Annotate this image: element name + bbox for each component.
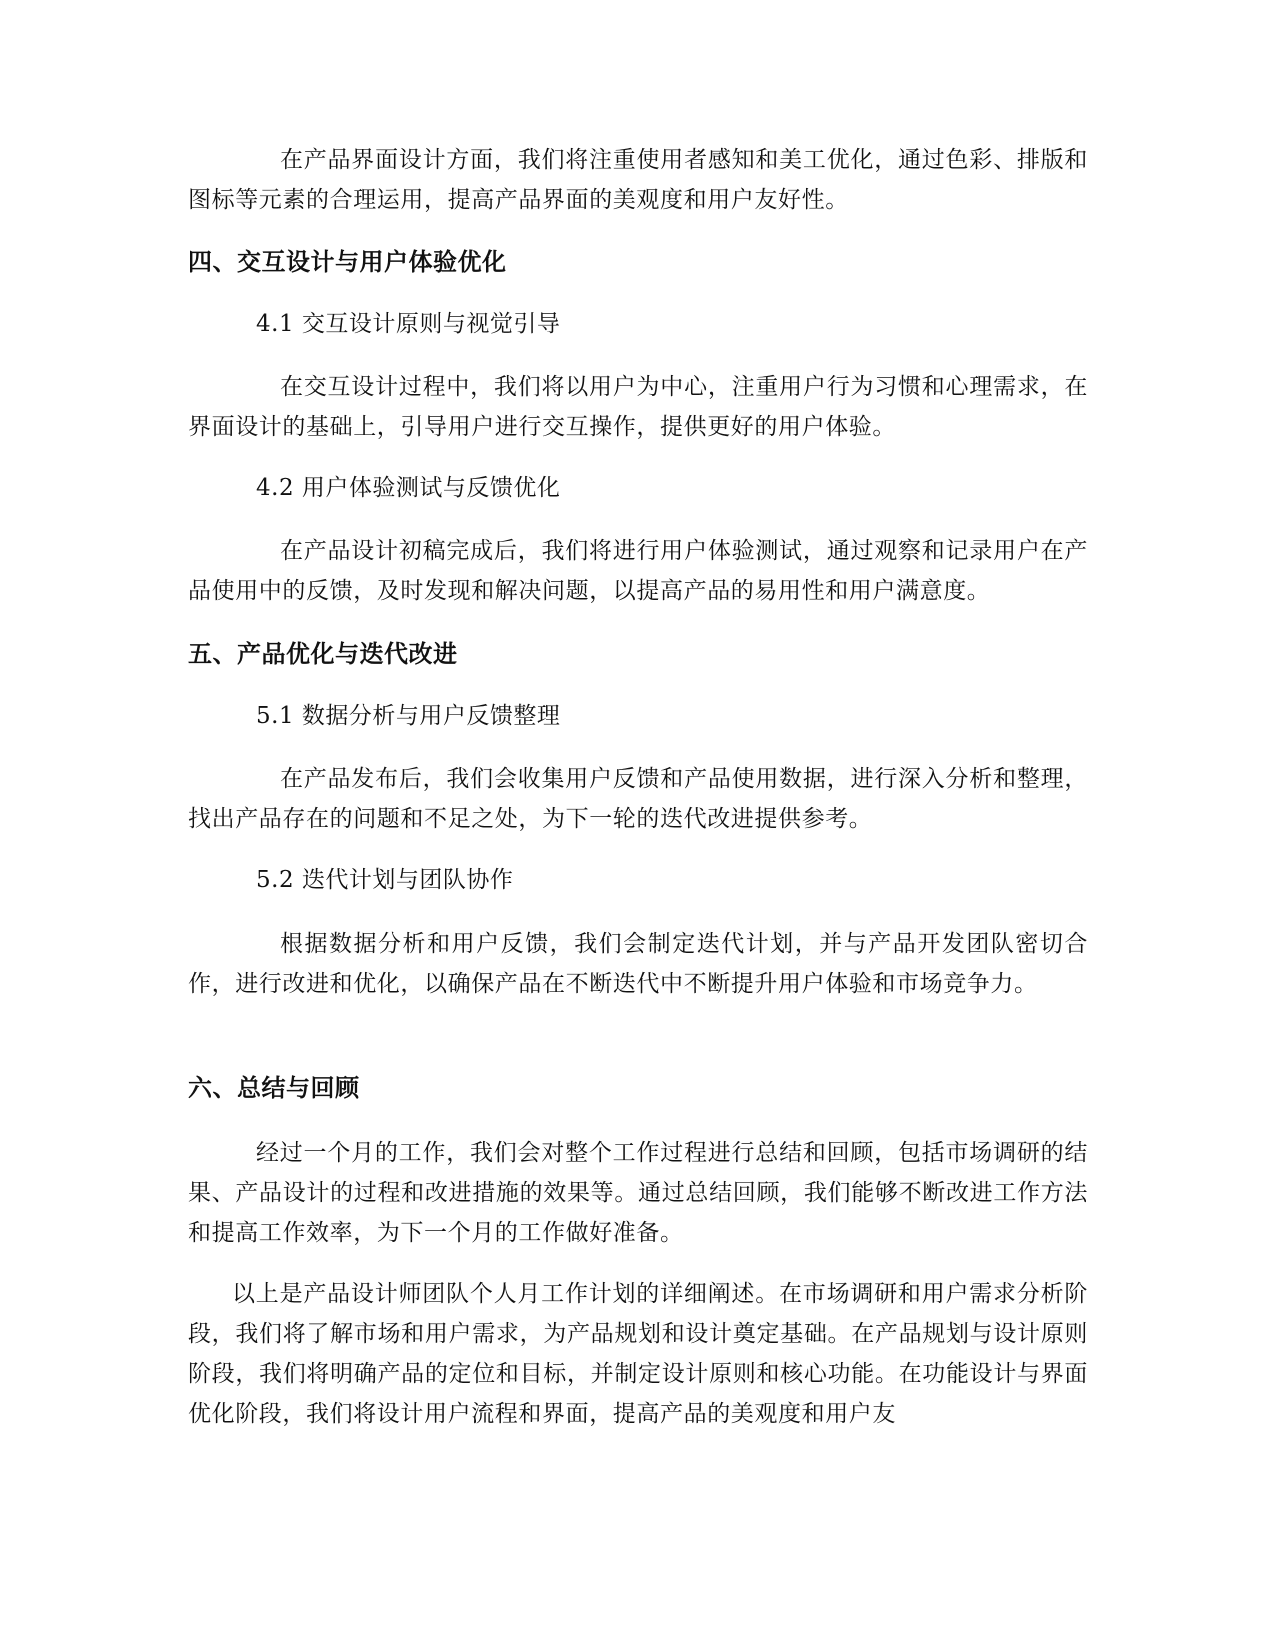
section-heading-6: 六、总结与回顾	[188, 1074, 360, 1102]
subsection-heading-5-2: 5.2 迭代计划与团队协作	[256, 867, 514, 893]
subsection-heading-5-1: 5.1 数据分析与用户反馈整理	[256, 703, 561, 729]
paragraph-5-2: 根据数据分析和用户反馈，我们会制定迭代计划，并与产品开发团队密切合作，进行改进和优化，以确保产品在不断迭代中不断提升用户体验和市场竞争力。	[188, 931, 1088, 997]
paragraph-5-1: 在产品发布后，我们会收集用户反馈和产品使用数据，进行深入分析和整理，找出产品存在的问题和不足之处，为下一轮的迭代改进提供参考。	[188, 766, 1088, 832]
subsection-heading-4-2: 4.2 用户体验测试与反馈优化	[256, 475, 561, 501]
paragraph-4-2: 在产品设计初稿完成后，我们将进行用户体验测试，通过观察和记录用户在产品使用中的反馈，及时发现和解决问题，以提高产品的易用性和用户满意度。	[188, 538, 1088, 604]
section-heading-5: 五、产品优化与迭代改进	[188, 640, 458, 668]
subsection-heading-4-1: 4.1 交互设计原则与视觉引导	[256, 311, 561, 337]
paragraph-interface-design: 在产品界面设计方面，我们将注重使用者感知和美工优化，通过色彩、排版和图标等元素的合理运用，提高产品界面的美观度和用户友好性。	[188, 147, 1088, 213]
paragraph-closing-summary: 以上是产品设计师团队个人月工作计划的详细阐述。在市场调研和用户需求分析阶段，我们将了解市场和用户需求，为产品规划和设计奠定基础。在产品规划与设计原则阶段，我们将明确产品的定位和目标，并制定设计原则和核心功能。在功能设计与界面优化阶段，我们将设计用户流程和界面，提高产品的美观度和用户友	[188, 1281, 1088, 1427]
section-heading-4: 四、交互设计与用户体验优化	[188, 248, 507, 276]
paragraph-4-1: 在交互设计过程中，我们将以用户为中心，注重用户行为习惯和心理需求，在界面设计的基础上，引导用户进行交互操作，提供更好的用户体验。	[188, 374, 1088, 440]
paragraph-6-summary-review: 经过一个月的工作，我们会对整个工作过程进行总结和回顾，包括市场调研的结果、产品设计的过程和改进措施的效果等。通过总结回顾，我们能够不断改进工作方法和提高工作效率，为下一个月的工作做好准备。	[188, 1140, 1088, 1246]
